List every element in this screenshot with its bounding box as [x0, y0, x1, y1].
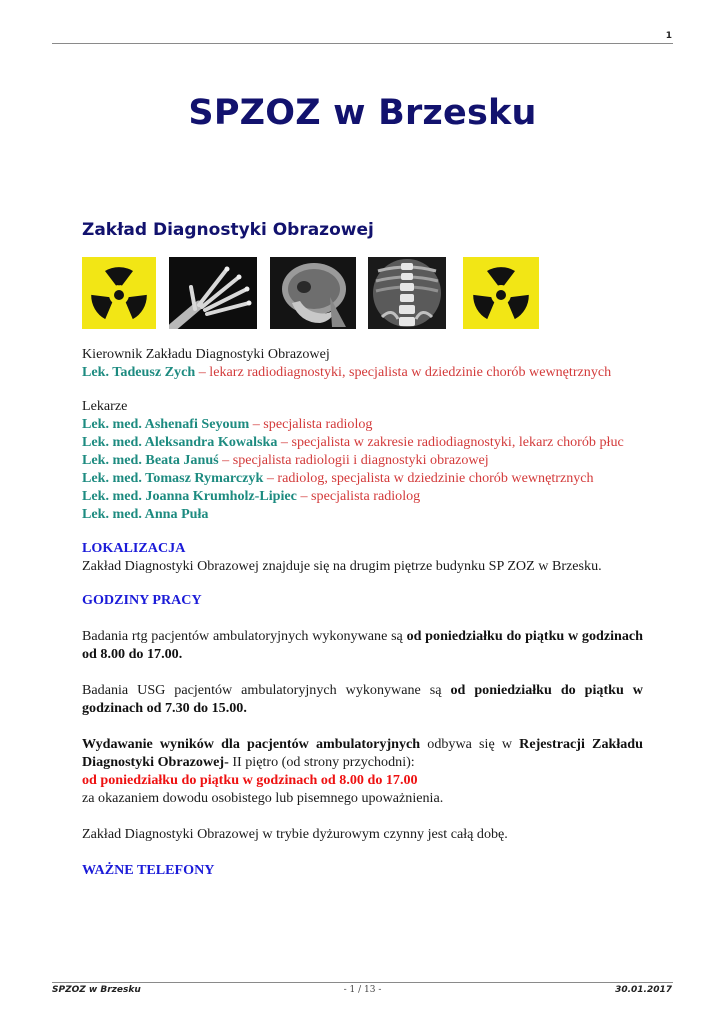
- hours-heading: GODZINY PRACY: [82, 592, 202, 608]
- spine-xray-image: [368, 257, 446, 329]
- image-gallery: [82, 257, 542, 329]
- manager-name: Lek. Tadeusz Zych: [82, 364, 196, 380]
- results-subject: Wydawanie wyników dla pacjentów ambulatoryjnych: [82, 736, 421, 752]
- doctor-name: Lek. med. Anna Puła: [82, 506, 209, 522]
- header-rule: [52, 43, 673, 44]
- radiation-icon: [82, 257, 156, 329]
- doctor-entry: [82, 469, 643, 487]
- doctor-entry: [82, 415, 643, 433]
- skull-xray-image: [270, 257, 356, 329]
- skull-xray: [270, 257, 356, 329]
- rtg-hours-text: Badania rtg pacjentów ambulatoryjnych wykonywane są: [82, 628, 407, 644]
- results-info: [82, 735, 643, 771]
- footer-site-name: SPZOZ w Brzesku: [52, 985, 141, 995]
- document-body: [82, 345, 643, 879]
- doctor-name: Lek. med. Ashenafi Seyoum: [82, 416, 250, 432]
- footer-date: 30.01.2017: [615, 985, 672, 995]
- doctor-name: Lek. med. Joanna Krumholz-Lipiec: [82, 488, 297, 504]
- location-heading: LOKALIZACJA: [82, 540, 186, 556]
- doctors-label: Lekarze: [82, 398, 128, 414]
- usg-hours-emphasis: od poniedziałku do piątku w godzinach od 7.30 do 15.00.: [82, 682, 643, 716]
- footer-page-indicator: - 1 / 13 -: [343, 985, 382, 995]
- doctor-description: – specjalista radiolog: [249, 416, 373, 432]
- spine-xray: [368, 257, 446, 329]
- doctor-entry: [82, 433, 643, 451]
- usg-hours: [82, 681, 643, 717]
- results-hours: od poniedziałku do piątku w godzinach od 8.00 do 17.00: [82, 772, 418, 788]
- footer-rule: [52, 982, 673, 983]
- doctors-list: [82, 415, 643, 523]
- results-floor: II piętro (od strony przychodni):: [228, 754, 415, 770]
- radiation-icon: [463, 257, 539, 329]
- doctor-entry: [82, 487, 643, 505]
- rtg-hours: [82, 627, 643, 663]
- phones-heading: WAŻNE TELEFONY: [82, 862, 215, 878]
- results-connector: odbywa się w: [420, 736, 520, 752]
- doctor-description: – radiolog, specjalista w dziedzinie chorób wewnętrznych: [263, 470, 594, 486]
- results-note: za okazaniem dowodu osobistego lub pisemnego upoważnienia.: [82, 790, 444, 806]
- doctor-name: Lek. med. Tomasz Rymarczyk: [82, 470, 264, 486]
- doctor-name: Lek. med. Aleksandra Kowalska: [82, 434, 278, 450]
- radiation-symbol-right: [463, 257, 539, 329]
- manager-entry: [82, 363, 643, 381]
- doctor-description: – specjalista w zakresie radiodiagnostyki, lekarz chorób płuc: [277, 434, 624, 450]
- hand-xray: [169, 257, 257, 329]
- rtg-hours-emphasis: od poniedziałku do piątku w godzinach od 8.00 do 17.00.: [82, 628, 643, 662]
- document-title: SPZOZ w Brzesku: [188, 93, 537, 133]
- radiation-symbol-left: [82, 257, 156, 329]
- page-number: 1: [665, 31, 672, 41]
- doctor-entry: [82, 505, 643, 523]
- manager-description: – lekarz radiodiagnostyki, specjalista w dziedzinie chorób wewnętrznych: [195, 364, 612, 380]
- manager-label: Kierownik Zakładu Diagnostyki Obrazowej: [82, 346, 330, 362]
- doctor-description: – specjalista radiolog: [296, 488, 421, 504]
- usg-hours-text: Badania USG pacjentów ambulatoryjnych wykonywane są: [82, 682, 451, 698]
- section-title: Zakład Diagnostyki Obrazowej: [82, 220, 374, 240]
- doctor-description: – specjalista radiologii i diagnostyki obrazowej: [218, 452, 489, 468]
- location-text: Zakład Diagnostyki Obrazowej znajduje się na drugim piętrze budynku SP ZOZ w Brzesku.: [82, 558, 602, 574]
- doctor-entry: [82, 451, 643, 469]
- doctor-name: Lek. med. Beata Januś: [82, 452, 219, 468]
- duty-info: Zakład Diagnostyki Obrazowej w trybie dyżurowym czynny jest całą dobę.: [82, 826, 508, 842]
- hand-xray-image: [169, 257, 257, 329]
- results-place: Rejestracji Zakładu Diagnostyki Obrazowej-: [82, 736, 643, 770]
